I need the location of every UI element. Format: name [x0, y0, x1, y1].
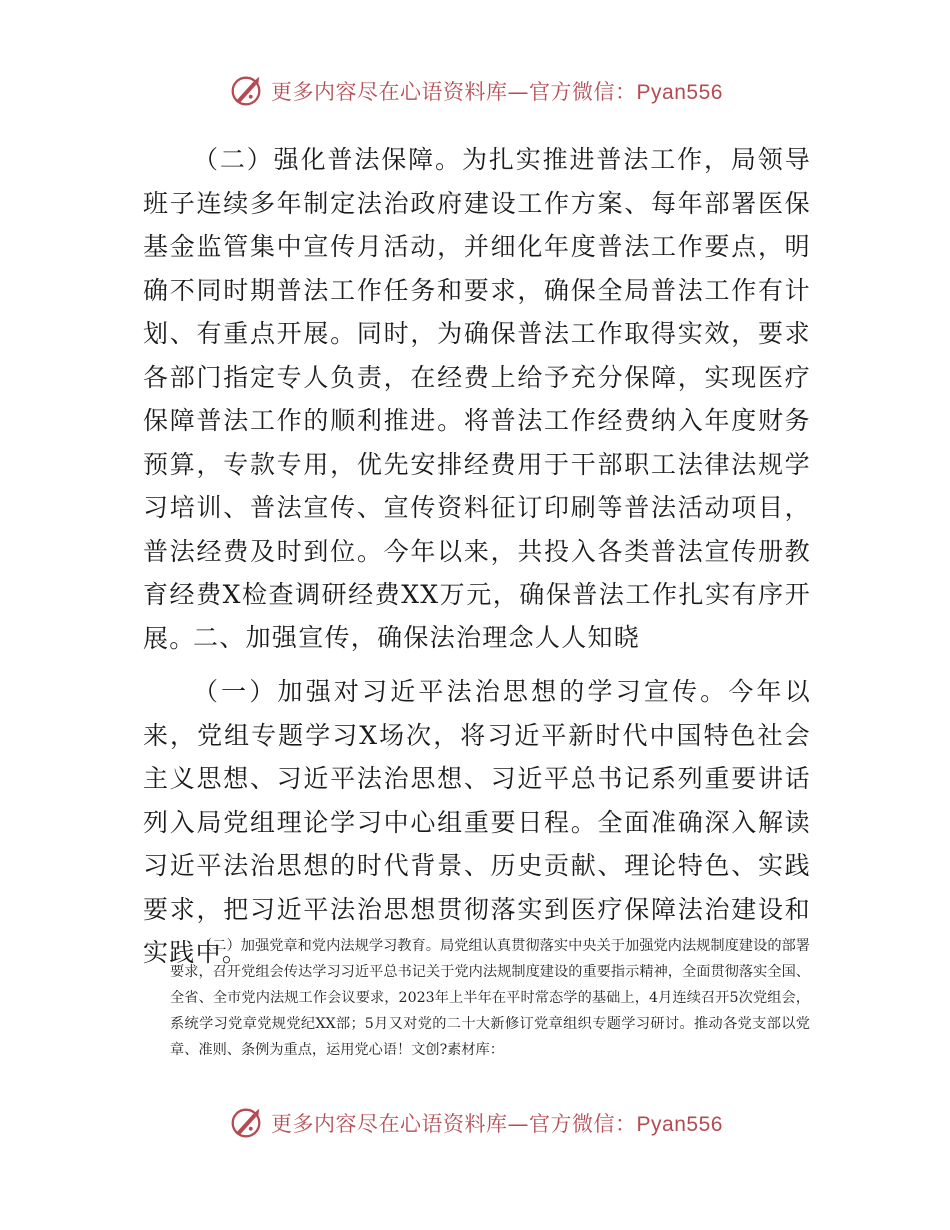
- watermark-account: Pyan556: [636, 1113, 723, 1136]
- paragraph-party-regulations-text: （二）加强党章和党内法规学习教育。局党组认真贯彻落实中央关于加强党内法规制度建设的部署要求，召开党组会传达学习习近平总书记关于党内法规制度建设的重要指示精神，全面贯彻落实全国、全省、全市党内法规工作会议要求，2023年上半年在平时常态学的基础上，4月连续召开5次党组会，系统学习党章党规党纪XX部；5月又对党的二十大新修订党章组织专题学习研讨。推动各党支部以党章、准则、条例为重点，运用党心语！文创?素材库：: [170, 938, 810, 1058]
- watermark-footer: [0, 1100, 950, 1146]
- watermark-account: Pyan556: [636, 81, 723, 104]
- paragraph-strengthen-guarantee: （二）强化普法保障。为扎实推进普法工作，局领导班子连续多年制定法治政府建设工作方案、每年部署医保基金监管集中宣传月活动，并细化年度普法工作要点，明确不同时期普法工作任务和要求，确保全局普法工作有计划、有重点开展。同时，为确保普法工作取得实效，要求各部门指定专人负责，在经费上给予充分保障，实现医疗保障普法工作的顺利推进。将普法工作经费纳入年度财务预算，专款专用，优先安排经费用于干部职工法律法规学习培训、普法宣传、宣传资料征订印刷等普法活动项目，普法经费及时到位。今年以来，共投入各类普法宣传册教育经费X检查调研经费XX万元，确保普法工作扎实有序开展。: [143, 145, 811, 653]
- watermark-header: [0, 68, 950, 114]
- section-heading: 二、加强宣传，确保法治理念人人知晓: [193, 623, 641, 652]
- paragraph-study-thought: （一）加强对习近平法治思想的学习宣传。今年以来，党组专题学习X场次，将习近平新时代中国特色社会主义思想、习近平法治思想、习近平总书记系列重要讲话列入局党组理论学习中心组重要日程。全面准确深入解读习近平法治思想的时代背景、历史贡献、理论特色、实践要求，把习近平法治思想贯彻落实到医疗保障法治建设和实践中。: [143, 677, 811, 967]
- quill-pen-logo-icon: [227, 1104, 265, 1142]
- paragraph-party-regulations: [170, 933, 810, 1063]
- quill-pen-logo-icon: [227, 72, 265, 110]
- watermark-text: 更多内容尽在心语资料库—官方微信：Pyan556: [271, 1112, 723, 1136]
- watermark-text: 更多内容尽在心语资料库—官方微信：Pyan556: [271, 80, 723, 104]
